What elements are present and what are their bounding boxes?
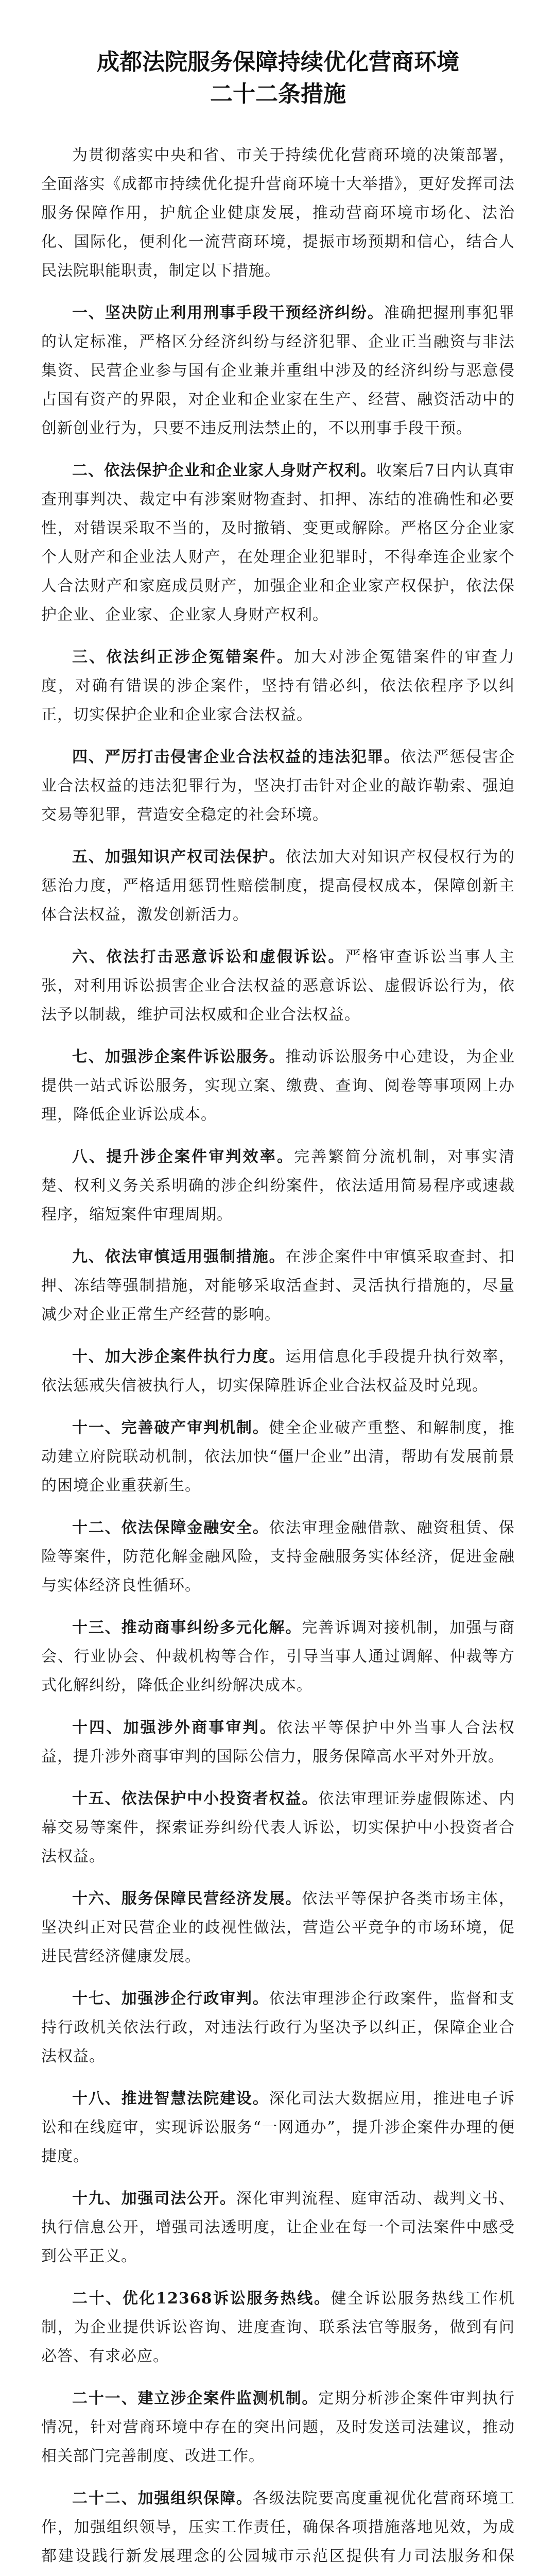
- measure-heading: 八、提升涉企案件审判效率。: [72, 1148, 294, 1166]
- measure-heading: 二、依法保护企业和企业家人身财产权利。: [72, 462, 377, 480]
- measure-paragraph: [41, 843, 515, 929]
- measure-heading: 九、依法审慎适用强制措施。: [72, 1248, 286, 1266]
- measure-body: 依法平等保护各类市场主体，坚决纠正对民营企业的歧视性做法，营造公平竞争的市场环境，促进民营经济健康发展。: [41, 1890, 515, 1965]
- measure-body: 定期分析涉企案件审判执行情况，针对营商环境中存在的突出问题，及时发送司法建议，推动相关部门完善制度、改进工作。: [41, 2389, 515, 2465]
- measure-body: 严格审查诉讼当事人主张，对利用诉讼损害企业合法权益的恶意诉讼、虚假诉讼行为，依法予以制裁，维护司法权威和企业合法权益。: [41, 948, 515, 1024]
- measure-heading: 二十、优化12368诉讼服务热线。: [72, 2290, 331, 2308]
- intro-paragraph: 为贯彻落实中央和省、市关于持续优化营商环境的决策部署，全面落实《成都市持续优化提升营商环境十大举措》，更好发挥司法服务保障作用，护航企业健康发展，推动营商环境市场化、法治化、国际化，便利化一流营商环境，提振市场预期和信心，结合人民法院职能职责，制定以下措施。: [41, 146, 515, 280]
- measure-heading: 十一、完善破产审判机制。: [72, 1419, 269, 1437]
- measure-paragraph: [41, 1343, 515, 1400]
- document-title: [41, 46, 515, 110]
- measure-body: 深化审判流程、庭审活动、裁判文书、执行信息公开，增强司法透明度，让企业在每一个司法案件中感受到公平正义。: [41, 2190, 515, 2265]
- measure-body: 健全诉讼服务热线工作机制，为企业提供诉讼咨询、进度查询、联系法官等服务，做到有问必答、有求必应。: [41, 2290, 515, 2365]
- measure-paragraph: [41, 299, 515, 443]
- title-line-1: 成都法院服务保障持续优化营商环境: [97, 49, 459, 75]
- measure-heading: 二十二、加强组织保障。: [72, 2489, 253, 2507]
- measure-heading: 十二、依法保障金融安全。: [72, 1519, 269, 1537]
- measure-heading: 十九、加强司法公开。: [72, 2190, 236, 2208]
- measure-heading: 一、坚决防止利用刑事手段干预经济纠纷。: [72, 304, 384, 322]
- measure-paragraph: [41, 1714, 515, 1771]
- measure-paragraph: [41, 2084, 515, 2171]
- measure-paragraph: [41, 1243, 515, 1329]
- measure-heading: 十七、加强涉企行政审判。: [72, 1990, 269, 2008]
- measure-body: 准确把握刑事犯罪的认定标准，严格区分经济纠纷与经济犯罪、企业正当融资与非法集资、民营企业参与国有企业兼并重组中涉及的经济纠纷与恶意侵占国有资产的界限，对企业和企业家在生产、经营、融资活动中的创新创业行为，只要不违反刑法禁止的，不以刑事手段干预。: [41, 304, 515, 437]
- measure-paragraph: [41, 2384, 515, 2471]
- measures-list: [41, 299, 515, 2576]
- measure-paragraph: [41, 1614, 515, 1700]
- measure-heading: 十四、加强涉外商事审判。: [72, 1719, 277, 1737]
- measure-body: 完善诉调对接机制，加强与商会、行业协会、仲裁机构等合作，引导当事人通过调解、仲裁等方式化解纠纷，降低企业纠纷解决成本。: [41, 1619, 515, 1694]
- measure-heading: 五、加强知识产权司法保护。: [72, 848, 286, 866]
- measure-paragraph: [41, 1514, 515, 1600]
- measure-paragraph: [41, 743, 515, 829]
- measure-heading: 四、严厉打击侵害企业合法权益的违法犯罪。: [72, 748, 401, 766]
- measure-heading: 十三、推动商事纠纷多元化解。: [72, 1619, 302, 1637]
- measure-body: 运用信息化手段提升执行效率，依法惩戒失信被执行人，切实保障胜诉企业合法权益及时兑现。: [41, 1348, 515, 1395]
- measure-heading: 十八、推进智慧法院建设。: [72, 2090, 269, 2108]
- measure-paragraph: [41, 1043, 515, 1129]
- measure-heading: 十、加大涉企案件执行力度。: [72, 1348, 286, 1366]
- title-line-2: 二十二条措施: [210, 81, 346, 107]
- measure-heading: 二十一、建立涉企案件监测机制。: [72, 2389, 319, 2408]
- measure-body: 依法严惩侵害企业合法权益的违法犯罪行为，坚决打击针对企业的敲诈勒索、强迫交易等犯罪，营造安全稳定的社会环境。: [41, 748, 515, 824]
- measure-body: 深化司法大数据应用，推进电子诉讼和在线庭审，实现诉讼服务“一网通办”，提升涉企案件办理的便捷度。: [41, 2090, 515, 2165]
- measure-body: 推动诉讼服务中心建设，为企业提供一站式诉讼服务，实现立案、缴费、查询、阅卷等事项网上办理，降低企业诉讼成本。: [41, 1048, 515, 1124]
- measure-paragraph: [41, 2184, 515, 2271]
- measure-body: 在涉企案件中审慎采取查封、扣押、冻结等强制措施，对能够采取活查封、灵活执行措施的，尽量减少对企业正常生产经营的影响。: [41, 1248, 515, 1324]
- measure-body: 加大对涉企冤错案件的审查力度，对确有错误的涉企案件，坚持有错必纠，依法依程序予以纠正，切实保护企业和企业家合法权益。: [41, 648, 515, 724]
- measure-heading: 三、依法纠正涉企冤错案件。: [72, 648, 294, 666]
- measure-paragraph: [41, 1143, 515, 1229]
- measure-paragraph: [41, 643, 515, 730]
- measure-paragraph: [41, 1785, 515, 1871]
- measure-paragraph: [41, 1985, 515, 2071]
- measure-body: 健全企业破产重整、和解制度，推动建立府院联动机制，依法加快“僵尸企业”出清，帮助有发展前景的困境企业重获新生。: [41, 1419, 515, 1495]
- measure-paragraph: [41, 456, 515, 630]
- measure-heading: 十五、依法保护中小投资者权益。: [72, 1790, 319, 1808]
- measure-paragraph: [41, 943, 515, 1029]
- measure-body: 依法平等保护中外当事人合法权益，提升涉外商事审判的国际公信力，服务保障高水平对外开放。: [41, 1719, 515, 1766]
- measure-body: 完善繁简分流机制，对事实清楚、权利义务关系明确的涉企纠纷案件，依法适用简易程序或速裁程序，缩短案件审理周期。: [41, 1148, 515, 1224]
- measure-paragraph: [41, 1885, 515, 1971]
- measure-paragraph: [41, 2284, 515, 2371]
- measure-heading: 十六、服务保障民营经济发展。: [72, 1890, 302, 1908]
- measure-paragraph: [41, 1414, 515, 1500]
- measure-body: 依法审理金融借款、融资租赁、保险等案件，防范化解金融风险，支持金融服务实体经济，促进金融与实体经济良性循环。: [41, 1519, 515, 1595]
- measure-body: 依法审理涉企行政案件，监督和支持行政机关依法行政，对违法行政行为坚决予以纠正，保障企业合法权益。: [41, 1990, 515, 2065]
- measure-paragraph: [41, 2484, 515, 2576]
- measure-body: 依法加大对知识产权侵权行为的惩治力度，严格适用惩罚性赔偿制度，提高侵权成本，保障创新主体合法权益，激发创新活力。: [41, 848, 515, 924]
- measure-body: 收案后7日内认真审查刑事判决、裁定中有涉案财物查封、扣押、冻结的准确性和必要性，对错误采取不当的，及时撤销、变更或解除。严格区分企业家个人财产和企业法人财产，在处理企业犯罪时，不得牵连企业家个人合法财产和家庭成员财产，加强企业和企业家产权保护，依法保护企业、企业家、企业家人身财产权利。: [41, 462, 515, 624]
- measure-heading: 七、加强涉企案件诉讼服务。: [72, 1048, 286, 1066]
- measure-body: 依法审理证券虚假陈述、内幕交易等案件，探索证券纠纷代表人诉讼，切实保护中小投资者合法权益。: [41, 1790, 515, 1866]
- measure-body: 各级法院要高度重视优化营商环境工作，加强组织领导，压实工作责任，确保各项措施落地见效，为成都建设践行新发展理念的公园城市示范区提供有力司法服务和保: [41, 2489, 515, 2565]
- measure-heading: 六、依法打击恶意诉讼和虚假诉讼。: [72, 948, 345, 966]
